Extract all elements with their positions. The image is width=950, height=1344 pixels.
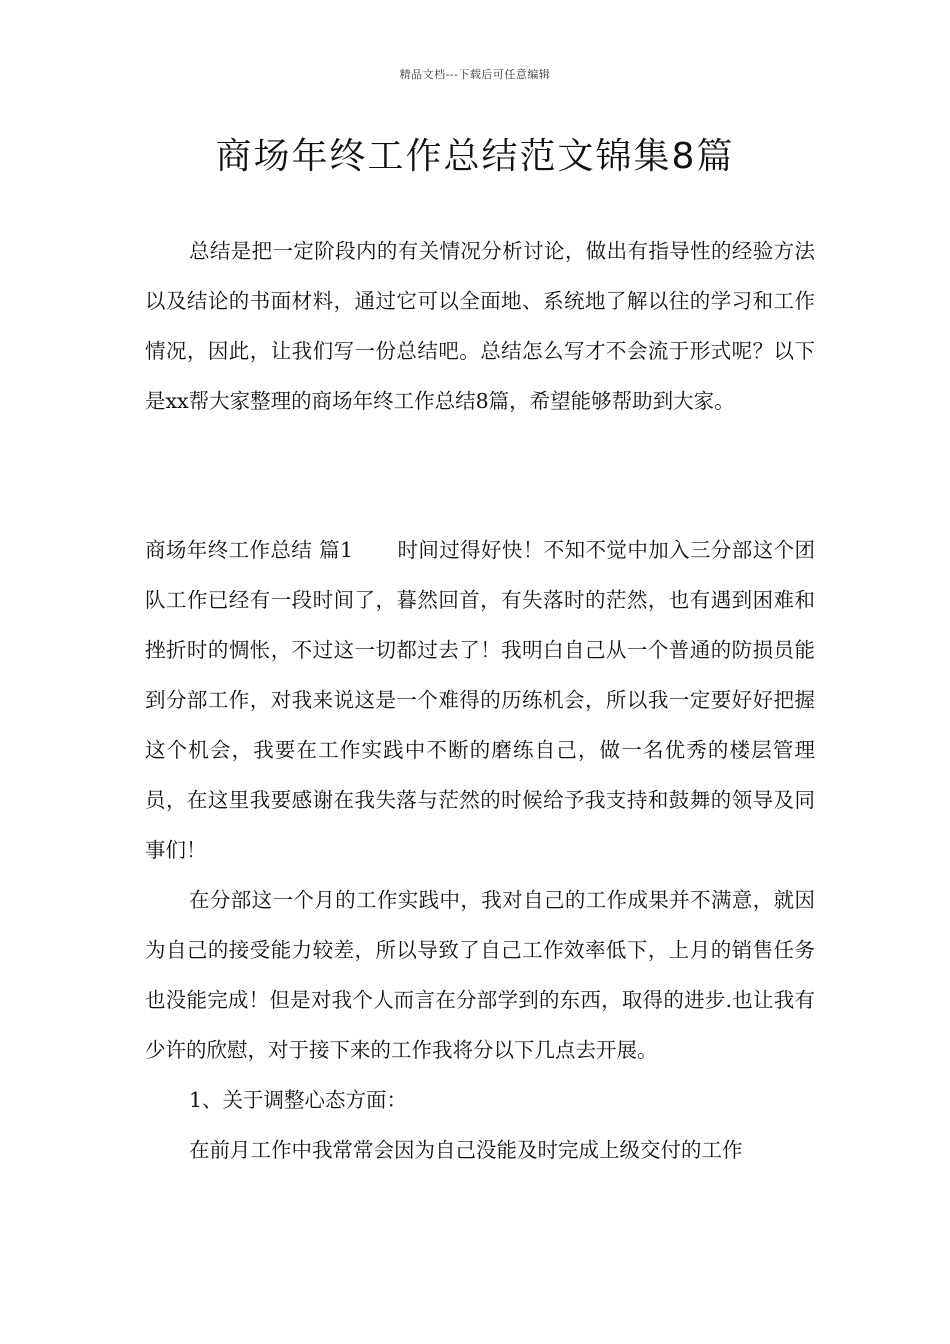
header-note: 精品文档---下载后可任意编辑 [399, 68, 551, 81]
section-1-first-paragraph [145, 525, 815, 875]
section-1-paragraph-1: 时间过得好快！不知不觉中加入三分部这个团队工作已经有一段时间了，暮然回首，有失落时的茫然，也有遇到困难和挫折时的惆怅，不过这一切都过去了！我明白自己从一个普通的防损员能到分部工作，对我来说这是一个难得的历练机会，所以我一定要好好把握这个机会，我要在工作实践中不断的磨练自己，做一名优秀的楼层管理员，在这里我要感谢在我失落与茫然的时候给予我支持和鼓舞的领导及同事们！ [145, 538, 816, 862]
section-1 [145, 525, 815, 1175]
section-1-label: 商场年终工作总结 篇1 [145, 538, 354, 562]
section-1-subheading-1: 1、关于调整心态方面： [189, 1088, 408, 1112]
section-1-paragraph-3: 在前月工作中我常常会因为自己没能及时完成上级交付的工作 [189, 1138, 743, 1162]
document-title: 商场年终工作总结范文锦集8篇 [215, 136, 735, 177]
section-1-paragraph-2: 在分部这一个月的工作实践中，我对自己的工作成果并不满意，就因为自己的接受能力较差，所以导致了自己工作效率低下，上月的销售任务也没能完成！但是对我个人而言在分部学到的东西，取得的进步.也让我有少许的欣慰，对于接下来的工作我将分以下几点去开展。 [145, 888, 815, 1062]
intro-paragraph: 总结是把一定阶段内的有关情况分析讨论，做出有指导性的经验方法以及结论的书面材料，通过它可以全面地、系统地了解以往的学习和工作情况，因此，让我们写一份总结吧。总结怎么写才不会流于形式呢？以下是xx帮大家整理的商场年终工作总结8篇，希望能够帮助到大家。 [145, 239, 815, 413]
